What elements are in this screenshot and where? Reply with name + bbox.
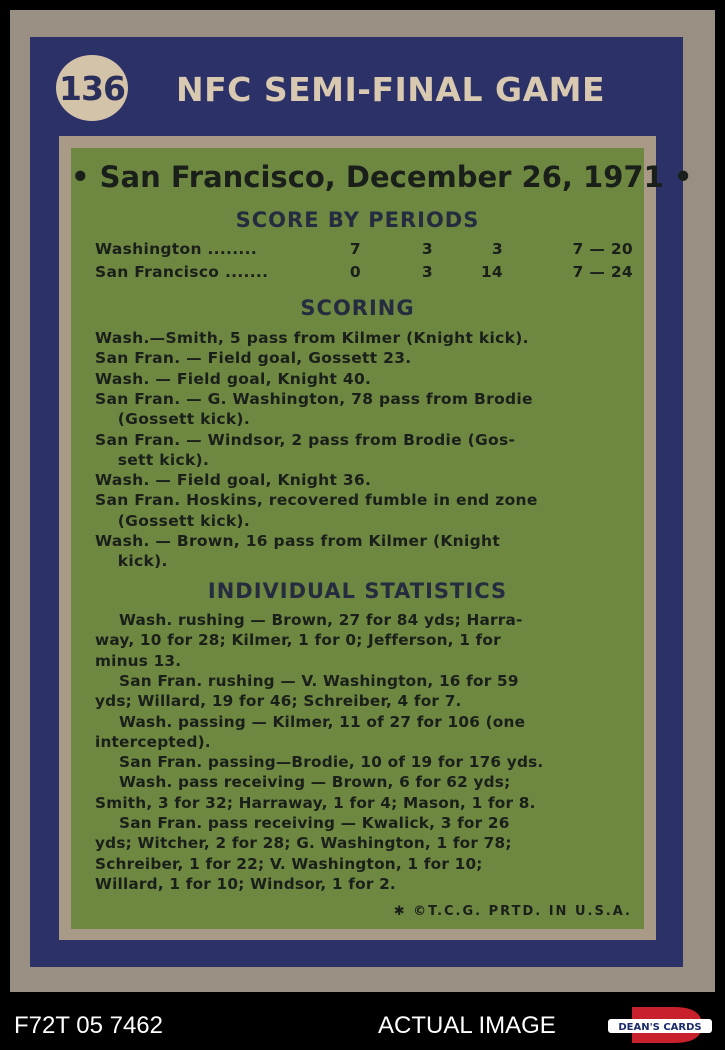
svg-text:DEAN'S CARDS: DEAN'S CARDS <box>618 1022 702 1033</box>
stats-line: San Fran. rushing — V. Washington, 16 for 59 <box>119 671 519 690</box>
team-name: San Francisco ....... <box>95 263 269 281</box>
scoring-line: Wash. — Field goal, Knight 40. <box>95 369 372 388</box>
stats-line: minus 13. <box>95 651 182 670</box>
period-total: 7 — 24 <box>572 263 633 281</box>
scoring-heading: SCORING <box>300 296 415 320</box>
score-heading: SCORE BY PERIODS <box>235 208 480 232</box>
stats-line: yds; Willard, 19 for 46; Schreiber, 4 for 7. <box>95 692 462 711</box>
period-score: 3 <box>491 240 503 258</box>
stats-heading: INDIVIDUAL STATISTICS <box>207 579 508 603</box>
scoring-line: Wash. — Brown, 16 pass from Kilmer (Knight <box>95 532 501 550</box>
game-title: NFC SEMI-FINAL GAME <box>176 70 605 109</box>
stats-line: yds; Witcher, 2 for 28; G. Washington, 1 for 78; <box>95 834 512 853</box>
stats-line: Wash. pass receiving — Brown, 6 for 62 yds; <box>119 773 511 792</box>
period-score: 14 <box>480 263 503 281</box>
stats-line: San Fran. pass receiving — Kwalick, 3 for 26 <box>119 814 510 832</box>
team-name: Washington ........ <box>95 240 258 258</box>
stats-line: Wash. passing — Kilmer, 11 of 27 for 106 (one <box>119 712 526 731</box>
stats-panel <box>71 148 693 929</box>
game-location-date: • San Francisco, December 26, 1971 • <box>71 160 693 194</box>
period-score: 3 <box>421 263 433 281</box>
actual-image-label: ACTUAL IMAGE <box>378 1012 556 1039</box>
card-number: 136 <box>59 68 125 108</box>
scoring-line: Wash. — Field goal, Knight 36. <box>95 471 372 490</box>
scoring-line: kick). <box>95 552 168 571</box>
period-total: 7 — 20 <box>572 240 633 258</box>
scoring-line: San Fran. — G. Washington, 78 pass from Brodie <box>95 389 533 408</box>
scoring-line: Wash.—Smith, 5 pass from Kilmer (Knight kick). <box>95 329 529 347</box>
score-row <box>95 263 635 285</box>
stats-line: Willard, 1 for 10; Windsor, 1 for 2. <box>95 874 396 893</box>
stats-line: Wash. rushing — Brown, 27 for 84 yds; Harra- <box>119 611 523 629</box>
period-score: 0 <box>349 263 361 281</box>
score-row <box>95 240 635 262</box>
deans-cards-logo <box>604 1003 716 1047</box>
period-score: 7 <box>349 240 361 258</box>
stats-line: intercepted). <box>95 732 211 751</box>
scoring-line: sett kick). <box>95 450 210 469</box>
stats-line: San Fran. passing—Brodie, 10 of 19 for 176 yds. <box>119 753 544 772</box>
scoring-line: San Fran. Hoskins, recovered fumble in end zone <box>95 491 538 510</box>
stats-line: Schreiber, 1 for 22; V. Washington, 1 for 10; <box>95 854 483 873</box>
stats-line: Smith, 3 for 32; Harraway, 1 for 4; Mason, 1 for 8. <box>95 793 536 812</box>
scoring-line: (Gossett kick). <box>95 511 251 530</box>
scoring-line: San Fran. — Field goal, Gossett 23. <box>95 349 412 368</box>
cert-number: F72T 05 7462 <box>14 1012 164 1039</box>
period-score: 3 <box>421 240 433 258</box>
card-number-badge <box>56 55 128 121</box>
scoring-line: (Gossett kick). <box>95 410 251 429</box>
scoring-line: San Fran. — Windsor, 2 pass from Brodie (Gos- <box>95 430 516 449</box>
stats-line: way, 10 for 28; Kilmer, 1 for 0; Jefferson, 1 for <box>95 631 501 650</box>
copyright-line: ✱ ©T.C.G. PRTD. IN U.S.A. <box>393 904 632 919</box>
